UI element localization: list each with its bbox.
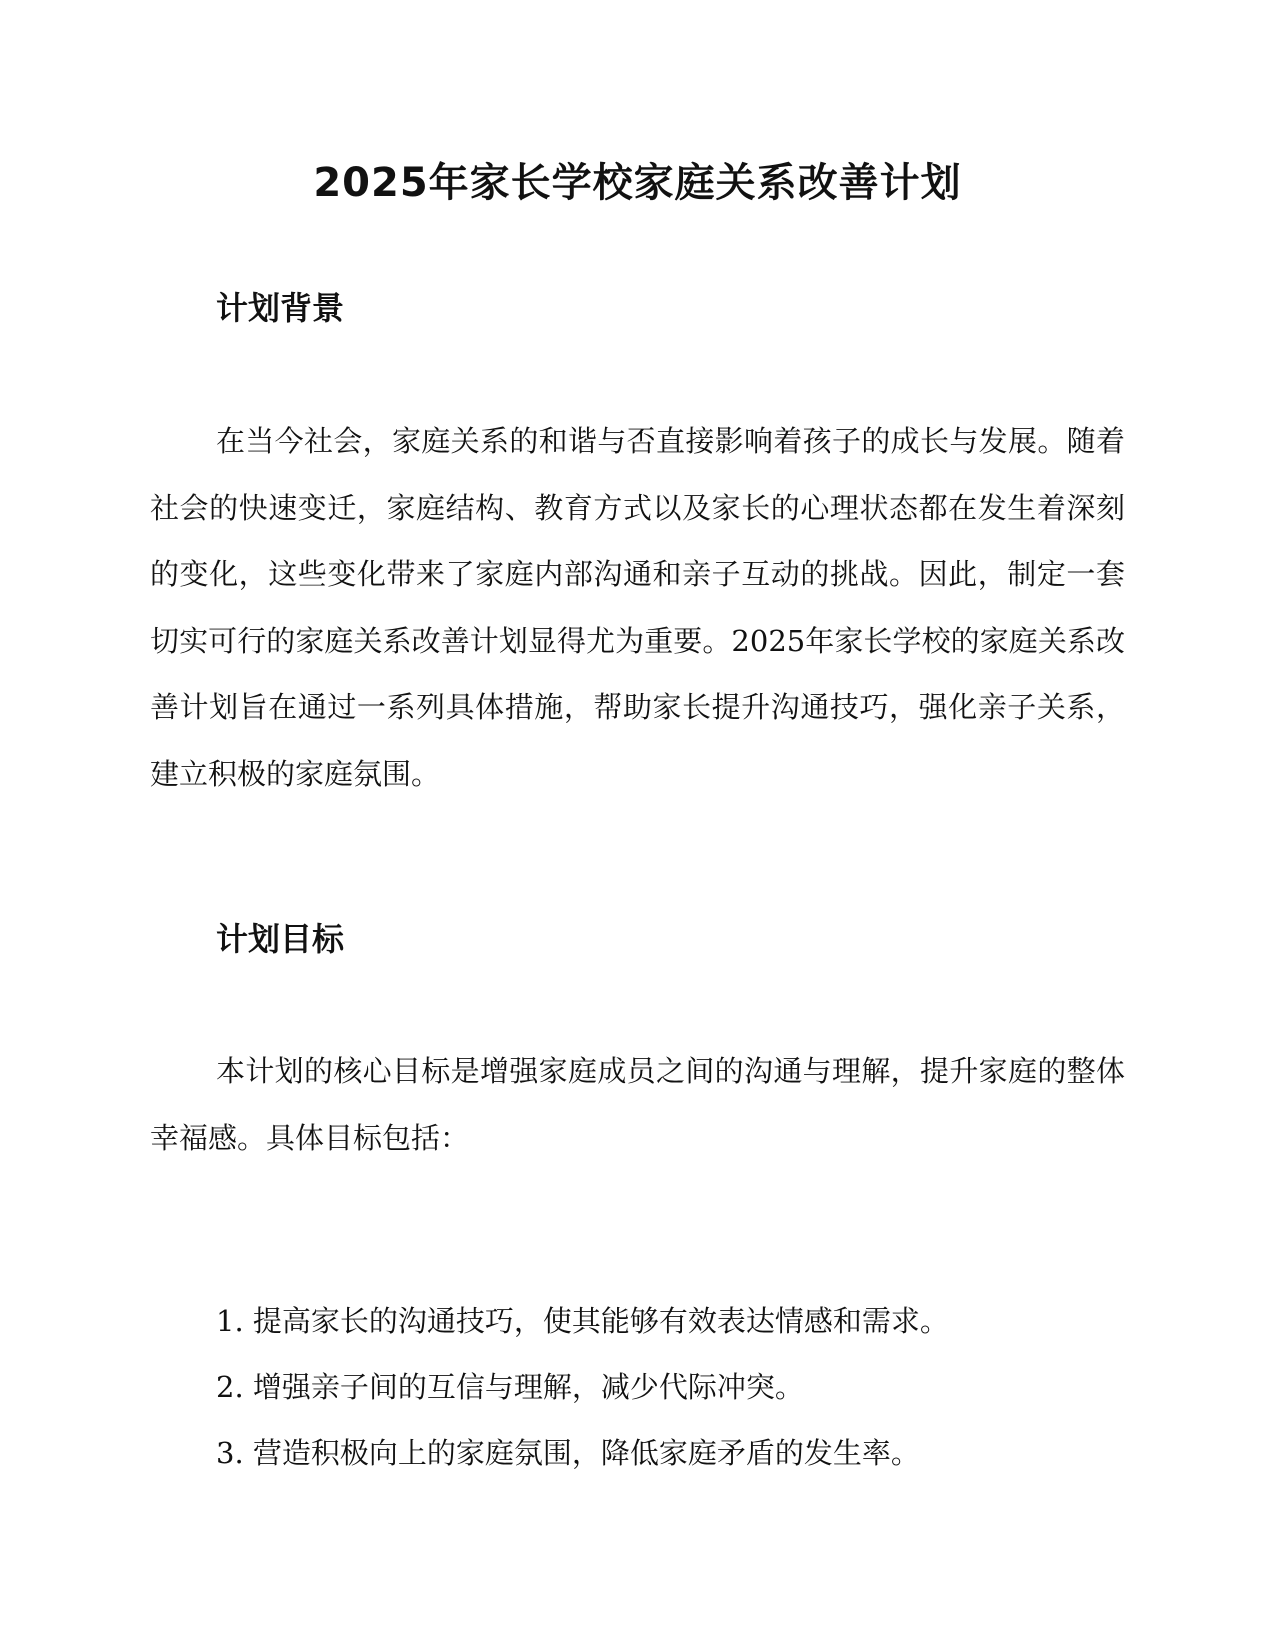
- goals-intro-paragraph: 本计划的核心目标是增强家庭成员之间的沟通与理解，提升家庭的整体幸福感。具体目标包括：: [150, 1054, 1125, 1155]
- document-title: 2025年家长学校家庭关系改善计划: [313, 160, 962, 206]
- list-item: 2. 增强亲子间的互信与理解，减少代际冲突。: [216, 1370, 804, 1404]
- list-item: 1. 提高家长的沟通技巧，使其能够有效表达情感和需求。: [216, 1304, 949, 1338]
- goals-list: [216, 1288, 1116, 1486]
- list-item: 3. 营造积极向上的家庭氛围，降低家庭矛盾的发生率。: [216, 1436, 920, 1470]
- section-heading-goals: 计划目标: [216, 920, 345, 958]
- section-heading-background: 计划背景: [216, 289, 345, 327]
- background-paragraph: 在当今社会，家庭关系的和谐与否直接影响着孩子的成长与发展。随着社会的快速变迁，家庭结构、教育方式以及家长的心理状态都在发生着深刻的变化，这些变化带来了家庭内部沟通和亲子互动的挑战。因此，制定一套切实可行的家庭关系改善计划显得尤为重要。2025年家长学校的家庭关系改善计划旨在通过一系列具体措施，帮助家长提升沟通技巧，强化亲子关系，建立积极的家庭氛围。: [150, 424, 1125, 791]
